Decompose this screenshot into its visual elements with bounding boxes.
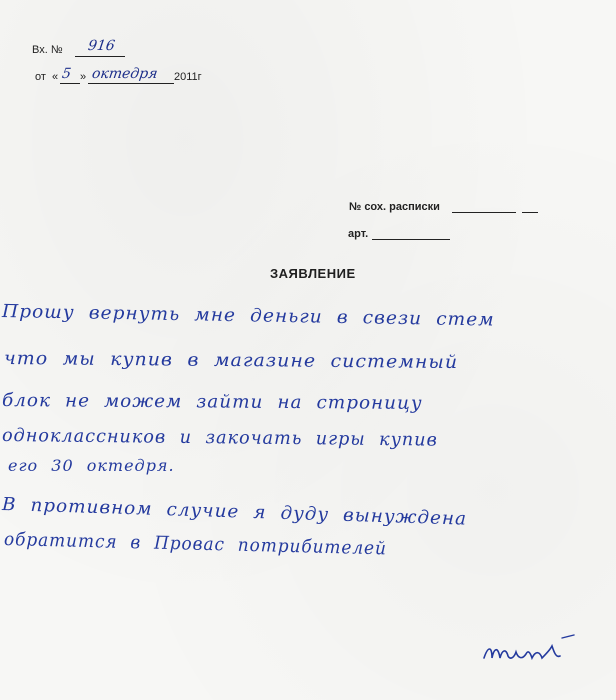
date-from-label: от: [35, 71, 46, 83]
date-quote-close: »: [80, 71, 87, 83]
incoming-label: Вх. №: [32, 44, 63, 56]
document-title: ЗАЯВЛЕНИЕ: [270, 266, 356, 281]
date-year: 2011г: [174, 71, 202, 83]
receipt-number-line: [452, 212, 516, 213]
incoming-number-line: [75, 56, 125, 57]
receipt-number-line-2: [522, 212, 538, 213]
body-line-2: что мы купив в магазине системный: [3, 348, 459, 373]
article-line: [372, 239, 450, 240]
incoming-number: 916: [86, 38, 116, 54]
date-day: 5: [60, 66, 73, 82]
date-month: октедря: [90, 66, 159, 82]
body-line-4: одноклассников и закочать игры купив: [1, 425, 438, 451]
body-line-1: Прошу вернуть мне деньги в свези стем: [1, 301, 495, 331]
signature-image: [480, 628, 580, 668]
date-quote-open: «: [52, 71, 59, 83]
date-month-line: [88, 83, 174, 84]
body-line-3: блок не можем зайти на строницу: [1, 390, 423, 414]
date-day-line: [60, 83, 80, 84]
body-line-7: обратится в Провас потрибителей: [3, 529, 388, 560]
article-label: арт.: [348, 228, 369, 240]
receipt-number-label: № сох. расписки: [349, 201, 440, 213]
body-line-5: его 30 октедря.: [8, 456, 175, 475]
body-line-6: В противном случие я дуду вынуждена: [1, 494, 468, 530]
